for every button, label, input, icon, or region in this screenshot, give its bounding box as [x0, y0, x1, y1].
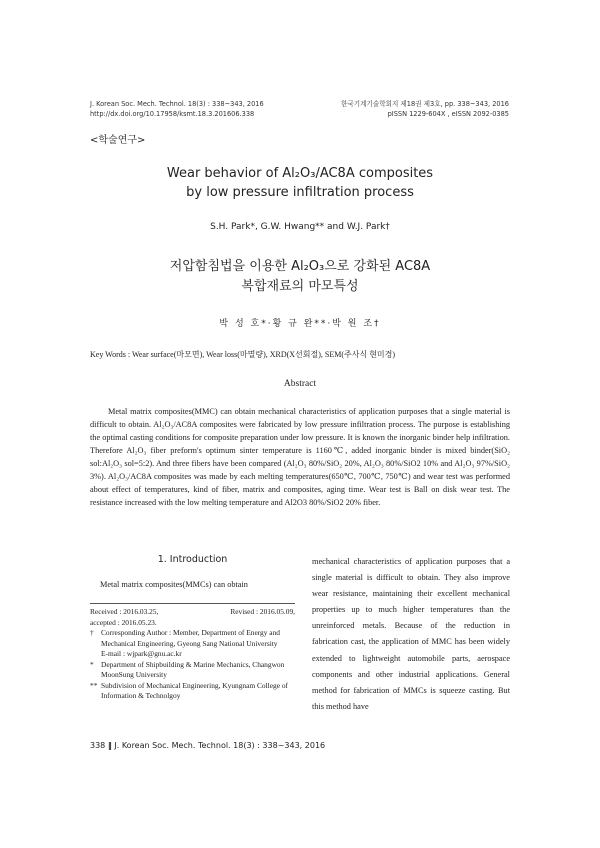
keywords-label: Key Words : — [90, 350, 131, 359]
doi-link[interactable]: http://dx.doi.org/10.17958/ksmt.18.3.201606.338 — [90, 110, 255, 118]
korean-title — [0, 257, 600, 297]
corresponding-author-text: Corresponding Author : Member, Department of Energy and Mechanical Engineering, Gyeong Sang National University — [101, 628, 280, 648]
corresponding-author-note — [90, 628, 295, 660]
author-email[interactable]: E-mail : wjpark@gnu.ac.kr — [101, 649, 182, 658]
journal-header-right — [341, 99, 509, 119]
affiliation-note-2 — [90, 681, 295, 702]
keywords-list: Wear surface(마모면), Wear loss(마멸량), XRD(X선회절), SEM(주사식 현미경) — [131, 350, 396, 359]
footnotes — [90, 607, 295, 702]
page-footer — [90, 741, 325, 750]
section-tag: <학술연구> — [90, 135, 146, 146]
korean-author-list: 박 성 호*·황 규 완**·박 원 조† — [219, 319, 381, 329]
star-mark: * — [90, 659, 94, 669]
affiliation-text-2: Subdivision of Mechanical Engineering, Kyungnam College of Information & Technolgoy — [101, 680, 288, 700]
title-line-2: by low pressure infiltration process — [186, 185, 414, 200]
issn-line: pISSN 1229-604X , eISSN 2092-0385 — [387, 110, 509, 118]
introduction-text-left: Metal matrix composites(MMCs) can obtain — [100, 580, 248, 589]
title-line-1: Wear behavior of Al₂O₃/AC8A composites — [166, 166, 434, 181]
keywords — [90, 349, 510, 360]
double-star-mark: ** — [90, 680, 98, 690]
dagger-mark: † — [90, 628, 94, 637]
korean-journal-citation: 한국기계기술학회지 제18권 제3호, pp. 338~343, 2016 — [340, 100, 509, 108]
revised-date: Revised : 2016.05.09, — [230, 607, 295, 616]
accepted-date: accepted : 2016.05.23. — [90, 617, 157, 627]
footer-citation: J. Korean Soc. Mech. Technol. 18(3) : 338~343, 2016 — [114, 741, 326, 750]
introduction-heading: 1. Introduction — [157, 554, 228, 565]
received-date: Received : 2016.03.25, — [90, 607, 159, 616]
korean-title-line-1: 저압함침법을 이용한 Al₂O₃으로 강화된 AC8A — [169, 259, 431, 274]
footer-separator-icon: ‖ — [107, 741, 112, 750]
affiliation-text-1: Department of Shipbuilding & Marine Mechanics, Changwon MoonSung University — [101, 659, 285, 679]
footnote-divider — [90, 603, 295, 604]
affiliation-note-1 — [90, 660, 295, 681]
introduction-text-right: mechanical characteristics of application purposes that a single material is difficult to obtain. They also improve wear resistance, maintaining their excellent mechanical properties up to much higher temperatures than the unreinforced metals. Because of the reduction in fabrication cast, the application of MMC has been widely extended to lightweight automobile parts, aerospace components and other industrial applications. General method for fabrication of MMCs is squeeze casting. But this method have — [312, 557, 510, 711]
author-list: S.H. Park*, G.W. Hwang** and W.J. Park† — [210, 222, 390, 232]
paper-title — [0, 164, 600, 202]
journal-header-left — [90, 99, 264, 119]
page-number: 338 — [90, 741, 106, 750]
korean-title-line-2: 복합재료의 마모특성 — [241, 279, 359, 294]
abstract-heading: Abstract — [283, 379, 317, 389]
journal-citation: J. Korean Soc. Mech. Technol. 18(3) : 338~343, 2016 — [90, 100, 264, 108]
abstract-body: Metal matrix composites(MMC) can obtain mechanical characteristics of application purposes that a single material is difficult to obtain. Al₂O₃/AC8A composites were fabricated by low pressure infiltration process. The purpose is establishing the optimal casting conditions for composite preparation under low pressure. It is known the inorganic binder help infiltration. Therefore Al₂O₃ fiber preform's optimum sinter temperature is 1160℃, added inorganic binder is mixed binder(SiO₂ sol:Al₂O₃ sol=5:2). And three fibers have been compared (Al₂O₃ 80%/SiO₂ 20%, Al₂O₃ 80%/SiO2 10% and Al₂O₃ 97%/SiO₂ 3%). Al₂O₃/AC8A composites was made by each melting temperatures(650℃, 700℃, 750℃) and wear test was performed about effect of temperatures, kind of fiber, matrix and composites, aging time. Wear test is Ball on disk wear test. The resistance increased with the low melting temperature and Al2O3 80%/SiO2 20% fiber. — [90, 407, 510, 507]
received-revised-line — [90, 607, 295, 618]
